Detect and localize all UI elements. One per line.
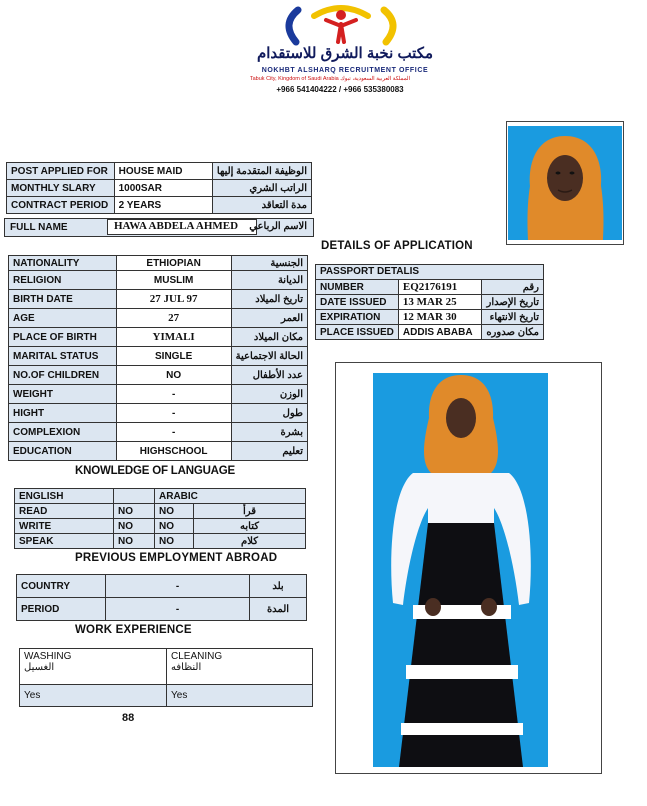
cleaning-label-ar: النظافه [171, 662, 202, 673]
passport-row [316, 280, 544, 295]
personal-row [9, 328, 308, 347]
work-table [19, 648, 313, 707]
language-label-ar: قرأ [194, 504, 306, 519]
personal-label-ar: الوزن [231, 385, 307, 404]
reference-number: 88 [122, 712, 135, 724]
employment-row [17, 598, 307, 621]
employment-label: PERIOD [17, 598, 106, 621]
passport-value: EQ2176191 [398, 280, 481, 295]
passport-label: EXPIRATION [316, 310, 399, 325]
personal-label: WEIGHT [9, 385, 117, 404]
contract-period-value: 2 YEARS [114, 197, 212, 214]
full-name-label-ar: الاسم الرباعي [249, 221, 307, 232]
cleaning-label: CLEANING [171, 651, 223, 662]
personal-label-ar: العمر [231, 309, 307, 328]
personal-row [9, 309, 308, 328]
language-col-blank [114, 489, 155, 504]
office-logo [276, 2, 406, 46]
employment-table [16, 574, 307, 621]
personal-label: BIRTH DATE [9, 290, 117, 309]
personal-label: MARITAL STATUS [9, 347, 117, 366]
passport-value: ADDIS ABABA [398, 325, 481, 340]
personal-label-ar: الديانة [231, 271, 307, 290]
full-name-row [4, 218, 314, 237]
language-label-ar: كلام [194, 534, 306, 549]
personal-value: NO [116, 366, 231, 385]
employment-row [17, 575, 307, 598]
passport-row [316, 295, 544, 310]
employment-value: - [106, 575, 250, 598]
passport-label: DATE ISSUED [316, 295, 399, 310]
passport-value: 12 MAR 30 [398, 310, 481, 325]
language-arabic-value: NO [155, 519, 194, 534]
employment-label-ar: بلد [250, 575, 307, 598]
details-title: DETAILS OF APPLICATION [321, 240, 473, 252]
employment-label-ar: المدة [250, 598, 307, 621]
personal-label: HIGHT [9, 404, 117, 423]
personal-value: MUSLIM [116, 271, 231, 290]
washing-label-ar: الغسيل [24, 662, 55, 673]
post-applied-label-ar: الوظيفة المتقدمة إليها [212, 163, 311, 180]
monthly-salary-value: 1000SAR [114, 180, 212, 197]
job-table [6, 162, 312, 214]
personal-value: HIGHSCHOOL [116, 442, 231, 461]
personal-value: 27 JUL 97 [116, 290, 231, 309]
full-name-value: HAWA ABDELA AHMED [107, 219, 257, 235]
personal-label-ar: الحالة الاجتماعية [231, 347, 307, 366]
personal-row [9, 423, 308, 442]
personal-row [9, 256, 308, 271]
personal-value: SINGLE [116, 347, 231, 366]
language-english-value: NO [114, 519, 155, 534]
personal-row [9, 366, 308, 385]
personal-label: NO.OF CHILDREN [9, 366, 117, 385]
contract-period-label: CONTRACT PERIOD [7, 197, 115, 214]
monthly-salary-label-ar: الراتب الشري [212, 180, 311, 197]
personal-row [9, 271, 308, 290]
personal-row [9, 385, 308, 404]
employment-value: - [106, 598, 250, 621]
washing-label: WASHING [24, 651, 72, 662]
passport-label: PLACE ISSUED [316, 325, 399, 340]
employment-label: COUNTRY [17, 575, 106, 598]
personal-value: - [116, 404, 231, 423]
personal-label: EDUCATION [9, 442, 117, 461]
portrait-photo [506, 121, 624, 245]
personal-label: COMPLEXION [9, 423, 117, 442]
personal-row [9, 442, 308, 461]
employment-title: PREVIOUS EMPLOYMENT ABROAD [75, 552, 278, 564]
passport-label: NUMBER [316, 280, 399, 295]
office-name-arabic: مكتب نخبة الشرق للاستقدام [256, 45, 434, 62]
work-title: WORK EXPERIENCE [75, 624, 192, 636]
work-item-cleaning [167, 649, 313, 685]
language-english-value: NO [114, 534, 155, 549]
personal-label: RELIGION [9, 271, 117, 290]
language-title: KNOWLEDGE OF LANGUAGE [75, 465, 235, 477]
personal-label-ar: مكان الميلاد [231, 328, 307, 347]
office-phones: +966 541404222 / +966 535380083 [276, 85, 404, 94]
language-table [14, 488, 306, 549]
full-name-label: FULL NAME [10, 222, 68, 233]
language-label: WRITE [15, 519, 114, 534]
post-applied-value: HOUSE MAID [114, 163, 212, 180]
personal-label: AGE [9, 309, 117, 328]
language-col-arabic: ARABIC [155, 489, 306, 504]
language-label: READ [15, 504, 114, 519]
personal-value: 27 [116, 309, 231, 328]
passport-title: PASSPORT DETALIS [315, 264, 544, 279]
personal-table [8, 255, 308, 461]
language-label-ar: كتابه [194, 519, 306, 534]
passport-value: 13 MAR 25 [398, 295, 481, 310]
language-col-english: ENGLISH [15, 489, 114, 504]
personal-label: NATIONALITY [9, 256, 117, 271]
personal-label-ar: الجنسية [231, 256, 307, 271]
personal-label-ar: تعليم [231, 442, 307, 461]
monthly-salary-label: MONTHLY SLARY [7, 180, 115, 197]
passport-label-ar: مكان صدوره [482, 325, 544, 340]
personal-value: - [116, 385, 231, 404]
contract-period-label-ar: مدة التعاقد [212, 197, 311, 214]
office-location: Tabuk City, Kingdom of Saudi Arabia المملكة العربية السعودية، تبوك [249, 76, 411, 82]
office-name-english: NOKHBT ALSHARQ RECRUITMENT OFFICE [261, 67, 429, 74]
language-row [15, 504, 306, 519]
personal-label-ar: بشرة [231, 423, 307, 442]
passport-label-ar: رقم [482, 280, 544, 295]
personal-value: ETHIOPIAN [116, 256, 231, 271]
personal-value: YIMALI [116, 328, 231, 347]
washing-value: Yes [20, 685, 167, 707]
language-row [15, 534, 306, 549]
personal-label: PLACE OF BIRTH [9, 328, 117, 347]
personal-row [9, 404, 308, 423]
personal-label-ar: تاريخ الميلاد [231, 290, 307, 309]
personal-label-ar: طول [231, 404, 307, 423]
passport-label-ar: تاريخ الإصدار [482, 295, 544, 310]
personal-label-ar: عدد الأطفال [231, 366, 307, 385]
passport-row [316, 325, 544, 340]
work-item-washing [20, 649, 167, 685]
full-body-photo [335, 362, 602, 774]
post-applied-label: POST APPLIED FOR [7, 163, 115, 180]
language-row [15, 519, 306, 534]
language-english-value: NO [114, 504, 155, 519]
passport-row [316, 310, 544, 325]
language-arabic-value: NO [155, 534, 194, 549]
personal-row [9, 347, 308, 366]
passport-label-ar: تاريخ الانتهاء [482, 310, 544, 325]
language-label: SPEAK [15, 534, 114, 549]
cleaning-value: Yes [167, 685, 313, 707]
passport-table [315, 279, 544, 340]
personal-row [9, 290, 308, 309]
personal-value: - [116, 423, 231, 442]
language-arabic-value: NO [155, 504, 194, 519]
